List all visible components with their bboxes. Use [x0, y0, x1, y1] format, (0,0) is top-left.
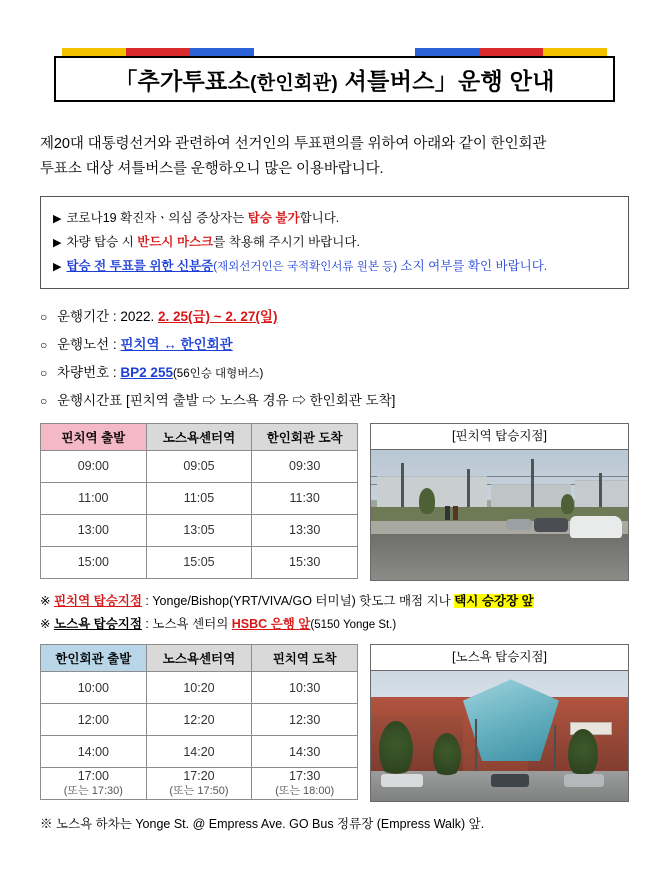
- t1-r1-c2: 11:30: [252, 482, 358, 514]
- bullet-3-label: 운행시간표 [핀치역 출발 ⇨ 노스욕 경유 ⇨ 한인회관 도착]: [57, 393, 396, 409]
- title-box: [54, 56, 615, 102]
- t2-r2-c0: 14:00: [41, 736, 147, 768]
- bullet-2-tail: (56인승 대형버스): [172, 368, 264, 381]
- road: [371, 534, 628, 580]
- note-2-mark: ※: [40, 617, 54, 632]
- notice-3-a: 탑승 전 투표를 위한 신분증: [66, 259, 214, 274]
- schedule-table-return: [40, 644, 358, 800]
- t2-r0-c0: 10:00: [41, 672, 147, 704]
- bullet-1-emph: 핀치역 ↔ 한인회관: [120, 337, 233, 353]
- photo-2-caption: [노스욕 탑승지점]: [371, 645, 628, 671]
- t1-r0-c0: 09:00: [41, 450, 147, 482]
- circle-bullet-icon: ○: [40, 338, 48, 353]
- t2-r3-c0: [41, 768, 147, 800]
- table-header-row: [41, 645, 358, 672]
- triangle-right-icon: ▶: [53, 236, 62, 249]
- note-1-highlight: 택시 승강장 앞: [454, 593, 534, 608]
- notice-1-b: 탑승 불가: [247, 210, 300, 225]
- t1-r1-c1: 11:05: [146, 482, 252, 514]
- notice-3-b: (재외선거인은 국적확인서류 원본 등): [213, 261, 398, 274]
- notice-line-3: [53, 254, 616, 278]
- t2-r1-c0: 12:00: [41, 704, 147, 736]
- t1-r3-c1: 15:05: [146, 546, 252, 578]
- notice-line-2: [53, 230, 616, 254]
- table-row: [41, 768, 358, 800]
- table-row: [41, 514, 358, 546]
- note-northyork: [40, 613, 629, 636]
- list-item: [40, 387, 629, 415]
- note-2-highlight: HSBC 은행 앞: [231, 617, 311, 632]
- bullet-0-value: 2022.: [120, 309, 158, 325]
- notice-2-b: 반드시 마스크: [137, 234, 214, 249]
- title-block: [40, 48, 629, 106]
- notice-box: [40, 196, 629, 289]
- tree: [379, 721, 413, 779]
- t2-r3-c2-main: 17:30: [289, 769, 321, 784]
- t2-r2-c1: 14:20: [146, 736, 252, 768]
- document-page: [0, 48, 669, 884]
- t1-col-2: 한인회관 도착: [252, 423, 358, 450]
- t2-r0-c1: 10:20: [146, 672, 252, 704]
- table-row: [41, 546, 358, 578]
- bullet-1-label: 운행노선 :: [57, 337, 121, 353]
- list-item: [40, 331, 629, 359]
- t1-col-0: 핀치역 출발: [41, 423, 147, 450]
- t1-r3-c0: 15:00: [41, 546, 147, 578]
- title-part-1: 「추가투표소: [114, 67, 251, 94]
- t2-r1-c1: 12:20: [146, 704, 252, 736]
- note-1-label: 핀치역 탑승지점: [53, 593, 142, 608]
- title-part-3: 셔틀버스」운행 안내: [337, 67, 555, 94]
- table-header-row: [41, 423, 358, 450]
- car: [381, 774, 423, 787]
- t2-r3-c2: [252, 768, 358, 800]
- pedestrian: [453, 506, 458, 520]
- table-row: [41, 482, 358, 514]
- note-2-tail: (5150 Yonge St.): [310, 619, 397, 632]
- t1-r2-c0: 13:00: [41, 514, 147, 546]
- triangle-right-icon: ▶: [53, 212, 62, 225]
- car: [506, 519, 532, 530]
- notice-2-c: 를 착용해 주시기 바랍니다.: [213, 234, 360, 249]
- circle-bullet-icon: ○: [40, 366, 48, 381]
- t1-r3-c2: 15:30: [252, 546, 358, 578]
- t1-r1-c0: 11:00: [41, 482, 147, 514]
- footnote: ※ 노스욕 하차는 Yonge St. @ Empress Ave. GO Bus 정류장 (Empress Walk) 앞.: [40, 817, 485, 832]
- note-2-label: 노스욕 탑승지점: [53, 617, 142, 632]
- t2-col-2: 핀치역 도착: [252, 645, 358, 672]
- t2-r3-c0-main: 17:00: [77, 769, 109, 784]
- page-title: [114, 63, 555, 96]
- note-finch: [40, 590, 629, 613]
- t1-r2-c2: 13:30: [252, 514, 358, 546]
- notice-line-1: [53, 206, 616, 230]
- circle-bullet-icon: ○: [40, 310, 48, 325]
- t2-r1-c2: 12:30: [252, 704, 358, 736]
- title-part-2: (한인회관): [250, 72, 338, 94]
- intro-line-1: 제20대 대통령선거와 관련하여 선거인의 투표편의를 위하여 아래와 같이 한인회관: [40, 136, 547, 152]
- t2-r0-c2: 10:30: [252, 672, 358, 704]
- bullet-list: [40, 303, 629, 415]
- circle-bullet-icon: ○: [40, 394, 48, 409]
- pedestrian: [445, 506, 450, 520]
- intro-paragraph: [40, 132, 629, 182]
- t2-r2-c2: 14:30: [252, 736, 358, 768]
- street-lamp: [475, 719, 477, 773]
- notice-1-a: 코로나19 확진자ㆍ의심 증상자는: [66, 210, 248, 225]
- note-1-mark: ※: [40, 593, 54, 608]
- car: [564, 774, 604, 787]
- bullet-0-label: 운행기간 :: [57, 309, 121, 325]
- photo-1-wrap: [370, 423, 629, 581]
- schedule-row-return: [40, 644, 629, 802]
- photo-2-frame: [370, 644, 629, 802]
- photo-finch-boarding-point: [371, 450, 628, 580]
- t1-r2-c1: 13:05: [146, 514, 252, 546]
- t2-r3-c1-sub: (또는 17:50): [169, 784, 229, 797]
- photo-1-frame: [370, 423, 629, 581]
- note-2-text: : 노스욕 센터의: [141, 617, 232, 632]
- tree: [419, 488, 435, 514]
- t1-col-1: 노스욕센터역: [146, 423, 252, 450]
- bullet-2-label: 차량번호 :: [57, 365, 121, 381]
- table-row: [41, 736, 358, 768]
- table-row: [41, 450, 358, 482]
- t2-r3-c0-sub: (또는 17:30): [63, 784, 123, 797]
- tree: [561, 494, 574, 514]
- tree: [568, 729, 598, 779]
- t2-col-0: 한인회관 출발: [41, 645, 147, 672]
- list-item: [40, 303, 629, 331]
- t1-r0-c1: 09:05: [146, 450, 252, 482]
- notice-3-c: 소지 여부를 확인 바랍니다.: [397, 259, 548, 274]
- bullet-2-emph: BP2 255: [120, 365, 173, 381]
- t2-r3-c2-sub: (또는 18:00): [275, 784, 335, 797]
- photo-2-wrap: [370, 644, 629, 802]
- t2-r3-c1: [146, 768, 252, 800]
- note-1-text: : Yonge/Bishop(YRT/VIVA/GO 터미널) 핫도그 매점 지나: [141, 593, 455, 608]
- t1-r0-c2: 09:30: [252, 450, 358, 482]
- street-lamp: [554, 725, 556, 773]
- bullet-0-emph: 2. 25(금) ~ 2. 27(일): [157, 309, 278, 325]
- notice-1-c: 합니다.: [299, 210, 340, 225]
- car: [534, 518, 568, 532]
- intro-line-2: 투표소 대상 셔틀버스를 운행하오니 많은 이용바랍니다.: [40, 160, 384, 177]
- t2-col-1: 노스욕센터역: [146, 645, 252, 672]
- list-item: [40, 359, 629, 387]
- notice-2-a: 차량 탑승 시: [66, 234, 138, 249]
- photo-1-caption: [핀치역 탑승지점]: [371, 424, 628, 450]
- triangle-right-icon: ▶: [53, 261, 62, 274]
- table-row: [41, 704, 358, 736]
- car: [570, 516, 622, 538]
- table-2-wrap: [40, 644, 358, 802]
- table-row: [41, 672, 358, 704]
- table-1-wrap: [40, 423, 358, 581]
- t2-r3-c1-main: 17:20: [183, 769, 215, 784]
- schedule-table-outbound: [40, 423, 358, 579]
- boarding-notes: [40, 590, 629, 636]
- schedule-row-outbound: [40, 423, 629, 581]
- photo-northyork-boarding-point: [371, 671, 628, 801]
- car: [491, 774, 529, 787]
